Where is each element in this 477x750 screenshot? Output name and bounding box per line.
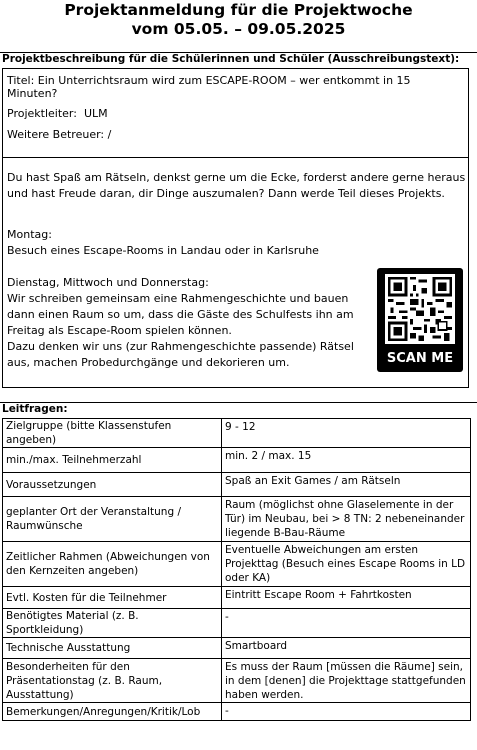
guiding-questions-table xyxy=(2,418,471,721)
table-row xyxy=(3,542,471,587)
days-line-2: dann einen Raum so um, dass die Gäste des Schulfests ihn am xyxy=(7,308,354,321)
row-label: Zielgruppe (bitte Klassenstufen angeben) xyxy=(3,419,222,448)
scan-me-label: SCAN ME xyxy=(386,351,454,366)
table-row xyxy=(3,703,471,721)
row-label: Evtl. Kosten für die Teilnehmer xyxy=(3,587,222,609)
row-value: Eventuelle Abweichungen am ersten Projekttag (Besuch eines Escape Rooms in LD oder KA) xyxy=(222,542,471,587)
monday-label: Montag: xyxy=(7,228,52,241)
page-title xyxy=(0,1,477,39)
intro-line-2: und hast Freude daran, dir Dinge auszumalen? Dann werde Teil dieses Projekts. xyxy=(7,187,445,200)
table-row xyxy=(3,587,471,609)
table-row xyxy=(3,448,471,473)
description-section-label: Projektbeschreibung für die Schülerinnen und Schüler (Ausschreibungstext): xyxy=(2,53,460,65)
intro-line-1: Du hast Spaß am Rätseln, denkst gerne um die Ecke, forderst andere gerne heraus xyxy=(7,171,466,184)
table-row xyxy=(3,419,471,448)
row-label: Zeitlicher Rahmen (Abweichungen von den Kernzeiten angeben) xyxy=(3,542,222,587)
days-line-1: Wir schreiben gemeinsam eine Rahmengeschichte und bauen xyxy=(7,292,349,305)
row-value: - xyxy=(222,609,471,638)
monday-block xyxy=(7,227,447,259)
row-value: Eintritt Escape Room + Fahrtkosten xyxy=(222,587,471,609)
project-leader: Projektleiter: ULM xyxy=(7,107,108,121)
project-supervisors: Weitere Betreuer: / xyxy=(7,127,112,141)
table-row xyxy=(3,638,471,659)
guiding-questions-divider xyxy=(0,402,477,403)
table-row xyxy=(3,659,471,703)
project-meta xyxy=(7,74,462,141)
table-row xyxy=(3,497,471,542)
table-row xyxy=(3,609,471,638)
box-divider xyxy=(3,157,468,158)
qr-code-pattern xyxy=(385,274,455,344)
row-value: Raum (möglichst ohne Glaselemente in der Tür) im Neubau, bei > 8 TN: 2 nebeneinander liegende B-Bau-Räume xyxy=(222,497,471,542)
title-line-1: Projektanmeldung für die Projektwoche xyxy=(64,1,413,19)
row-value: 9 - 12 xyxy=(222,419,471,448)
title-line-2: vom 05.05. – 09.05.2025 xyxy=(131,20,346,38)
guiding-questions-label: Leitfragen: xyxy=(2,403,68,415)
row-label: Bemerkungen/Anregungen/Kritik/Lob xyxy=(3,703,222,721)
qr-code-icon[interactable] xyxy=(377,268,463,372)
row-value: min. 2 / max. 15 xyxy=(222,448,471,473)
description-intro xyxy=(7,170,467,202)
project-description-box xyxy=(2,68,469,388)
days-line-4: Dazu denken wir uns (zur Rahmengeschichte passende) Rätsel xyxy=(7,340,354,353)
project-title-line-2: Minuten? xyxy=(7,87,58,101)
days-label: Dienstag, Mittwoch und Donnerstag: xyxy=(7,276,209,289)
row-label: geplanter Ort der Veranstaltung / Raumwünsche xyxy=(3,497,222,542)
table-row xyxy=(3,473,471,497)
monday-text: Besuch eines Escape-Rooms in Landau oder in Karlsruhe xyxy=(7,244,319,257)
row-label: min./max. Teilnehmerzahl xyxy=(3,448,222,473)
days-line-3: Freitag als Escape-Room spielen können. xyxy=(7,324,232,337)
project-title-line-1: Titel: Ein Unterrichtsraum wird zum ESCAPE-ROOM – wer entkommt in 15 xyxy=(7,74,411,87)
days-block xyxy=(7,275,367,371)
row-label: Besonderheiten für den Präsentationstag (z. B. Raum, Ausstattung) xyxy=(3,659,222,703)
row-value: Smartboard xyxy=(222,638,471,659)
row-value: Es muss der Raum [müssen die Räume] sein, in dem [denen] die Projekttage stattgefunden haben werden. xyxy=(222,659,471,703)
row-value: - xyxy=(222,703,471,721)
days-line-5: aus, machen Probedurchgänge und dekorieren um. xyxy=(7,356,290,369)
row-label: Voraussetzungen xyxy=(3,473,222,497)
row-label: Technische Ausstattung xyxy=(3,638,222,659)
row-label: Benötigtes Material (z. B. Sportkleidung) xyxy=(3,609,222,638)
row-value: Spaß an Exit Games / am Rätseln xyxy=(222,473,471,497)
